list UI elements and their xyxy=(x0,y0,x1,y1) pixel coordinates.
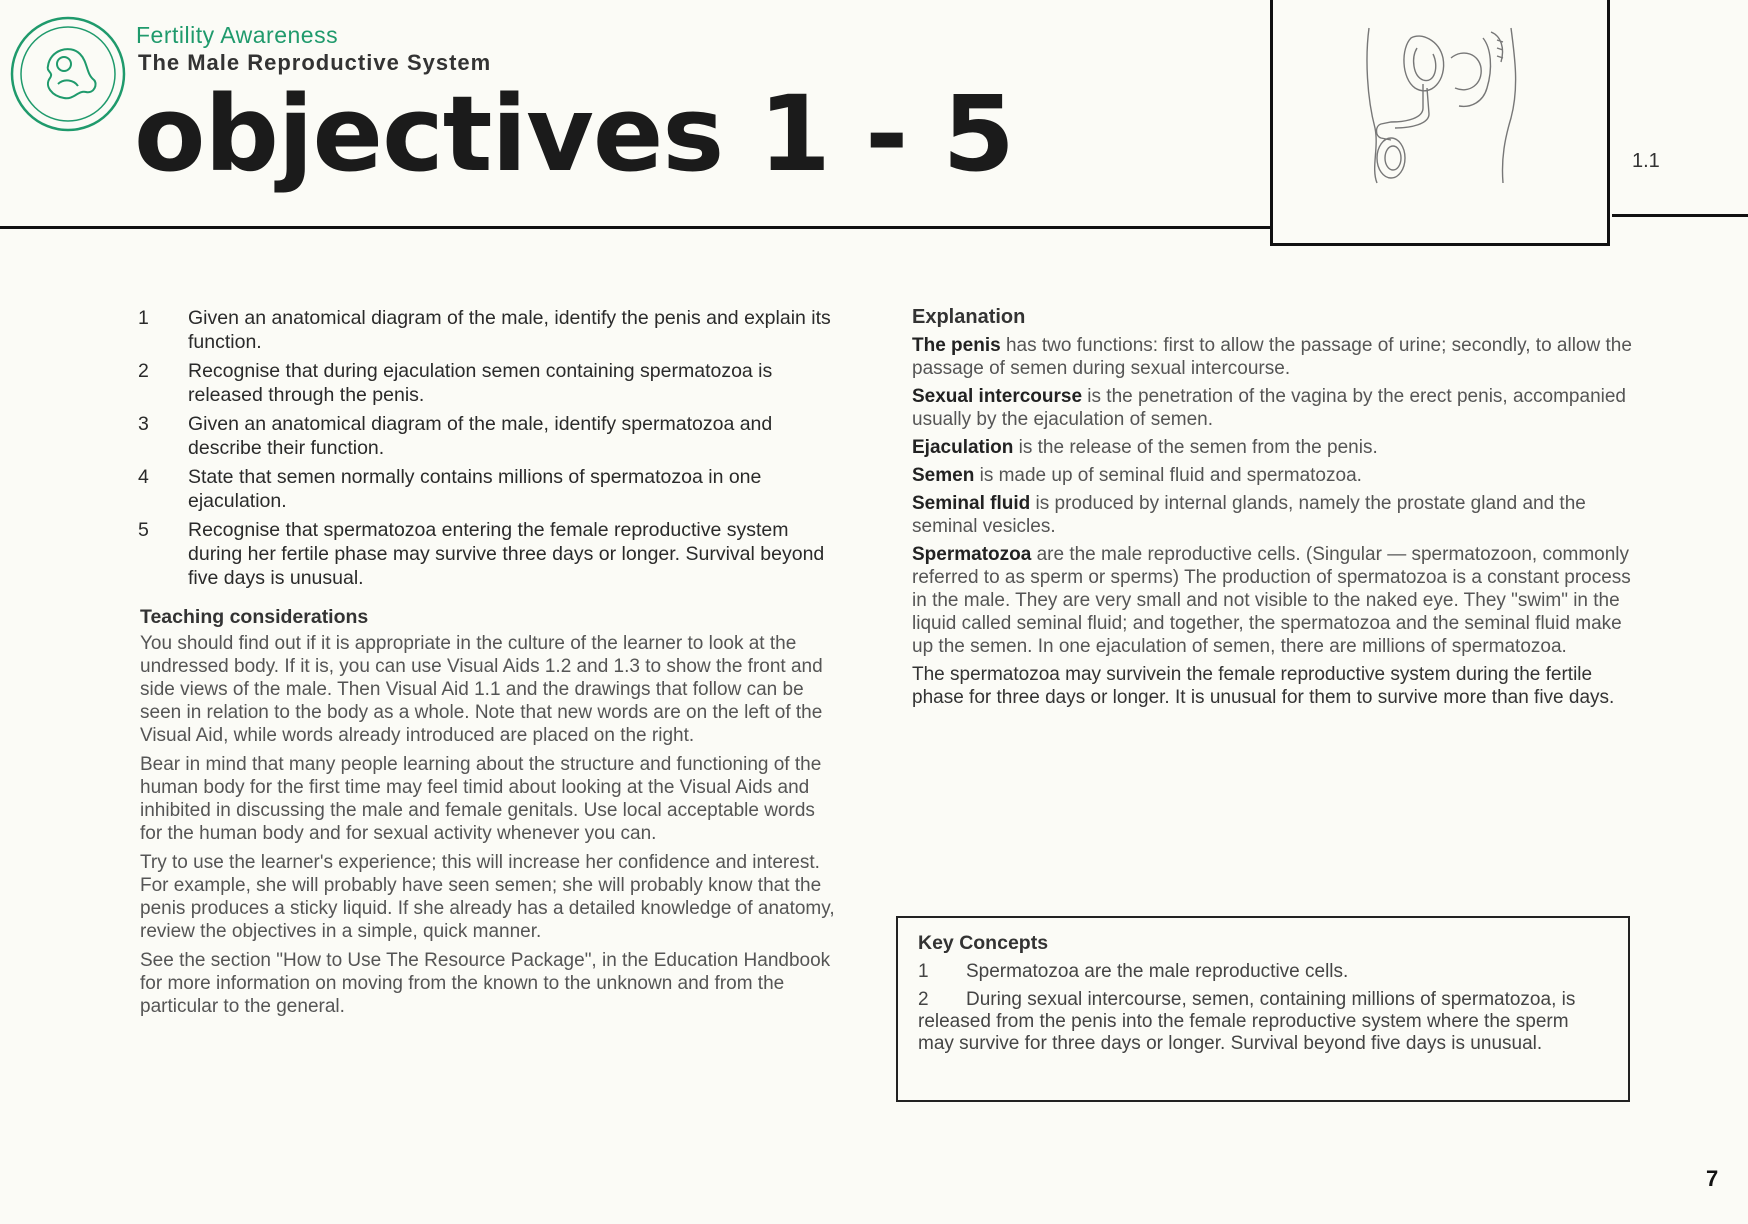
teaching-paragraph: You should find out if it is appropriate in the culture of the learner to look at the undressed body. If it is, you can use Visual Aids 1.2 and 1.3 to show the front and side views of the male. Then Visual Aid 1.1 and the drawings that follow can be seen in relation to the body as a whole. Note that new words are on the left of the Visual Aid, while words already introduced are placed on the right. xyxy=(140,633,823,746)
visual-aid-number: 1.1 xyxy=(1632,150,1660,172)
definition-term: Semen xyxy=(912,465,975,486)
teaching-considerations xyxy=(140,632,840,1024)
definition xyxy=(912,334,1632,380)
teaching-paragraph: Bear in mind that many people learning about the structure and functioning of the human body for the first time may feel timid about looking at the Visual Aids and inhibited in discussing the male and female genitals. Use local acceptable words for the human body and for sexual activity whenever you can. xyxy=(140,754,822,844)
definition xyxy=(912,436,1632,459)
definition xyxy=(912,543,1632,658)
objective-number: 5 xyxy=(138,519,149,541)
objective-item xyxy=(138,518,838,590)
series-title: Fertility Awareness xyxy=(136,22,339,48)
definition-text: is produced by internal glands, namely the prostate gland and the seminal vesicles. xyxy=(912,493,1586,537)
explanation-closing: The spermatozoa may survivein the female reproductive system during the fertile phase for three days or longer. It is unusual for them to survive more than five days. xyxy=(912,664,1615,708)
key-concepts-box xyxy=(896,916,1630,1102)
definition-text: are the male reproductive cells. (Singular — spermatozoon, commonly referred to as sperm or sperms) The production of spermatozoa is a constant process in the male. They are very small and not visible to the naked eye. They "swim" in the liquid called seminal fluid; and together, the spermatozoa and the seminal fluid make up the semen. In one ejaculation of semen, there are millions of spermatozoa. xyxy=(912,544,1631,657)
key-concept-item xyxy=(918,961,1608,983)
key-concept-number: 2 xyxy=(918,989,929,1010)
objective-number: 1 xyxy=(138,307,149,329)
explanation-heading: Explanation xyxy=(912,306,1026,328)
header-rule-right xyxy=(1612,214,1748,217)
objectives-list xyxy=(138,306,838,595)
objective-text: State that semen normally contains millions of spermatozoa in one ejaculation. xyxy=(188,466,762,512)
definition-term: Ejaculation xyxy=(912,437,1014,458)
definition-term: Sexual intercourse xyxy=(912,386,1083,407)
teaching-paragraph: See the section "How to Use The Resource Package", in the Education Handbook for more information on moving from the known to the unknown and from the particular to the general. xyxy=(140,950,831,1017)
definition-text: is made up of seminal fluid and spermatozoa. xyxy=(974,465,1362,486)
objective-text: Given an anatomical diagram of the male, identify spermatozoa and describe their function. xyxy=(188,413,773,459)
section-subtitle: The Male Reproductive System xyxy=(138,50,492,75)
teaching-paragraph: Try to use the learner's experience; this will increase her confidence and interest. For example, she will probably have seen semen; she will probably know that the penis produces a sticky liquid. If she already has a detailed knowledge of anatomy, review the objectives in a simple, quick manner. xyxy=(140,852,835,942)
figure-box xyxy=(1270,0,1610,246)
objective-item xyxy=(138,412,838,460)
objective-item xyxy=(138,359,838,407)
objective-item xyxy=(138,306,838,354)
objective-number: 4 xyxy=(138,466,149,488)
definition xyxy=(912,385,1632,431)
key-concept-text: Spermatozoa are the male reproductive cells. xyxy=(966,961,1349,982)
fertility-logo-icon xyxy=(8,14,128,134)
key-concept-number: 1 xyxy=(918,961,929,982)
objective-text: Recognise that spermatozoa entering the female reproductive system during her fertile phase may survive three days or longer. Survival beyond five days is unusual. xyxy=(188,519,825,589)
objective-number: 3 xyxy=(138,413,149,435)
definition xyxy=(912,492,1632,538)
explanation-section xyxy=(912,334,1632,714)
definition-term: The penis xyxy=(912,335,1001,356)
header-rule xyxy=(0,226,1272,229)
page-title: objectives 1 - 5 xyxy=(134,73,1014,195)
objective-text: Recognise that during ejaculation semen containing spermatozoa is released through the penis. xyxy=(188,360,773,406)
key-concept-item xyxy=(918,989,1608,1055)
definition xyxy=(912,464,1632,487)
objective-item xyxy=(138,465,838,513)
definition-text: has two functions: first to allow the passage of urine; secondly, to allow the passage of semen during sexual intercourse. xyxy=(912,335,1632,379)
definition-text: is the release of the semen from the penis. xyxy=(1013,437,1378,458)
key-concept-text: During sexual intercourse, semen, containing millions of spermatozoa, is released from the penis into the female reproductive system where the sperm may survive for three days or longer. Survival beyond five days is unusual. xyxy=(918,989,1576,1054)
page-number: 7 xyxy=(1706,1166,1719,1191)
key-concepts-heading: Key Concepts xyxy=(918,932,1049,954)
objective-number: 2 xyxy=(138,360,149,382)
teaching-heading: Teaching considerations xyxy=(140,606,369,628)
definition-text: is the penetration of the vagina by the erect penis, accompanied usually by the ejaculation of semen. xyxy=(912,386,1626,430)
definition-term: Spermatozoa xyxy=(912,544,1032,565)
objective-text: Given an anatomical diagram of the male, identify the penis and explain its function. xyxy=(188,307,831,353)
male-anatomy-diagram-icon xyxy=(1351,18,1531,188)
definition-term: Seminal fluid xyxy=(912,493,1031,514)
